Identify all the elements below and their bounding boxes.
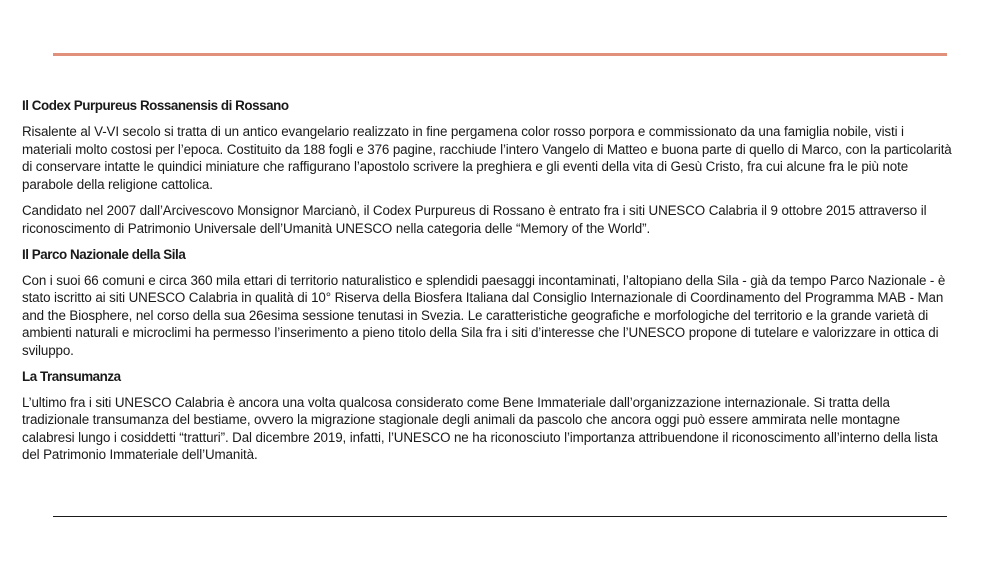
section-paragraph-sila: Con i suoi 66 comuni e circa 360 mila ettari di territorio naturalistico e splendidi paesaggi incontaminati, l’altopiano della Sila - già da tempo Parco Nazionale - è stato iscritto ai siti UNESCO Calabria in qualità di 10° Riserva della Biosfera Italiana dal Consiglio Internazionale di Coordinamento del Programma MAB - Man and the Biosphere, nel corso della sua 26esima sessione tenutasi in Svezia. Le caratteristiche geografiche e morfologiche del territorio e la grande varietà di ambienti naturali e microclimi ha permesso l’inserimento a pieno titolo della Sila fra i siti d’interesse che l’UNESCO propone di tutelare e valorizzare in ottica di sviluppo. [22, 272, 946, 358]
section-paragraph-codex-history: Risalente al V-VI secolo si tratta di un antico evangelario realizzato in fine pergamena color rosso porpora e commissionato da una famiglia nobile, visti i materiali molto costosi per l’epoca. Costituito da 188 fogli e 376 pagine, racchiude l’intero Vangelo di Matteo e buona parte di quello di Marco, con la particolarità di conservare intatte le quindici miniature che raffigurano l’apostolo scrivere la preghiera e gli eventi della vita di Gesù Cristo, fra cui alcune fra le più note parabole della religione cattolica. [22, 124, 952, 192]
section-paragraph-codex-unesco: Candidato nel 2007 dall’Arcivescovo Monsignor Marcianò, il Codex Purpureus di Rossano è entrato fra i siti UNESCO Calabria il 9 ottobre 2015 attraverso il riconoscimento di Patrimonio Universale dell’Umanità UNESCO nella categoria delle “Memory of the World”. [22, 203, 927, 236]
document-body [22, 97, 952, 464]
top-accent-divider [53, 53, 947, 56]
section-paragraph-transumanza: L’ultimo fra i siti UNESCO Calabria è ancora una volta qualcosa considerato come Bene Immateriale dall’organizzazione internazionale. Si tratta della tradizionale transumanza del bestiame, ovvero la migrazione stagionale degli animali da pascolo che ancora oggi può essere ammirata nelle montagne calabresi lungo i cosiddetti “tratturi”. Dal dicembre 2019, infatti, l’UNESCO ne ha riconosciuto l’importanza attribuendone il riconoscimento all’interno della lista del Patrimonio Immateriale dell’Umanità. [22, 394, 938, 463]
section-heading-transumanza: La Transumanza [22, 368, 121, 384]
bottom-divider [53, 516, 947, 517]
section-heading-sila: Il Parco Nazionale della Sila [22, 246, 186, 262]
section-heading-codex: Il Codex Purpureus Rossanensis di Rossano [22, 98, 289, 113]
